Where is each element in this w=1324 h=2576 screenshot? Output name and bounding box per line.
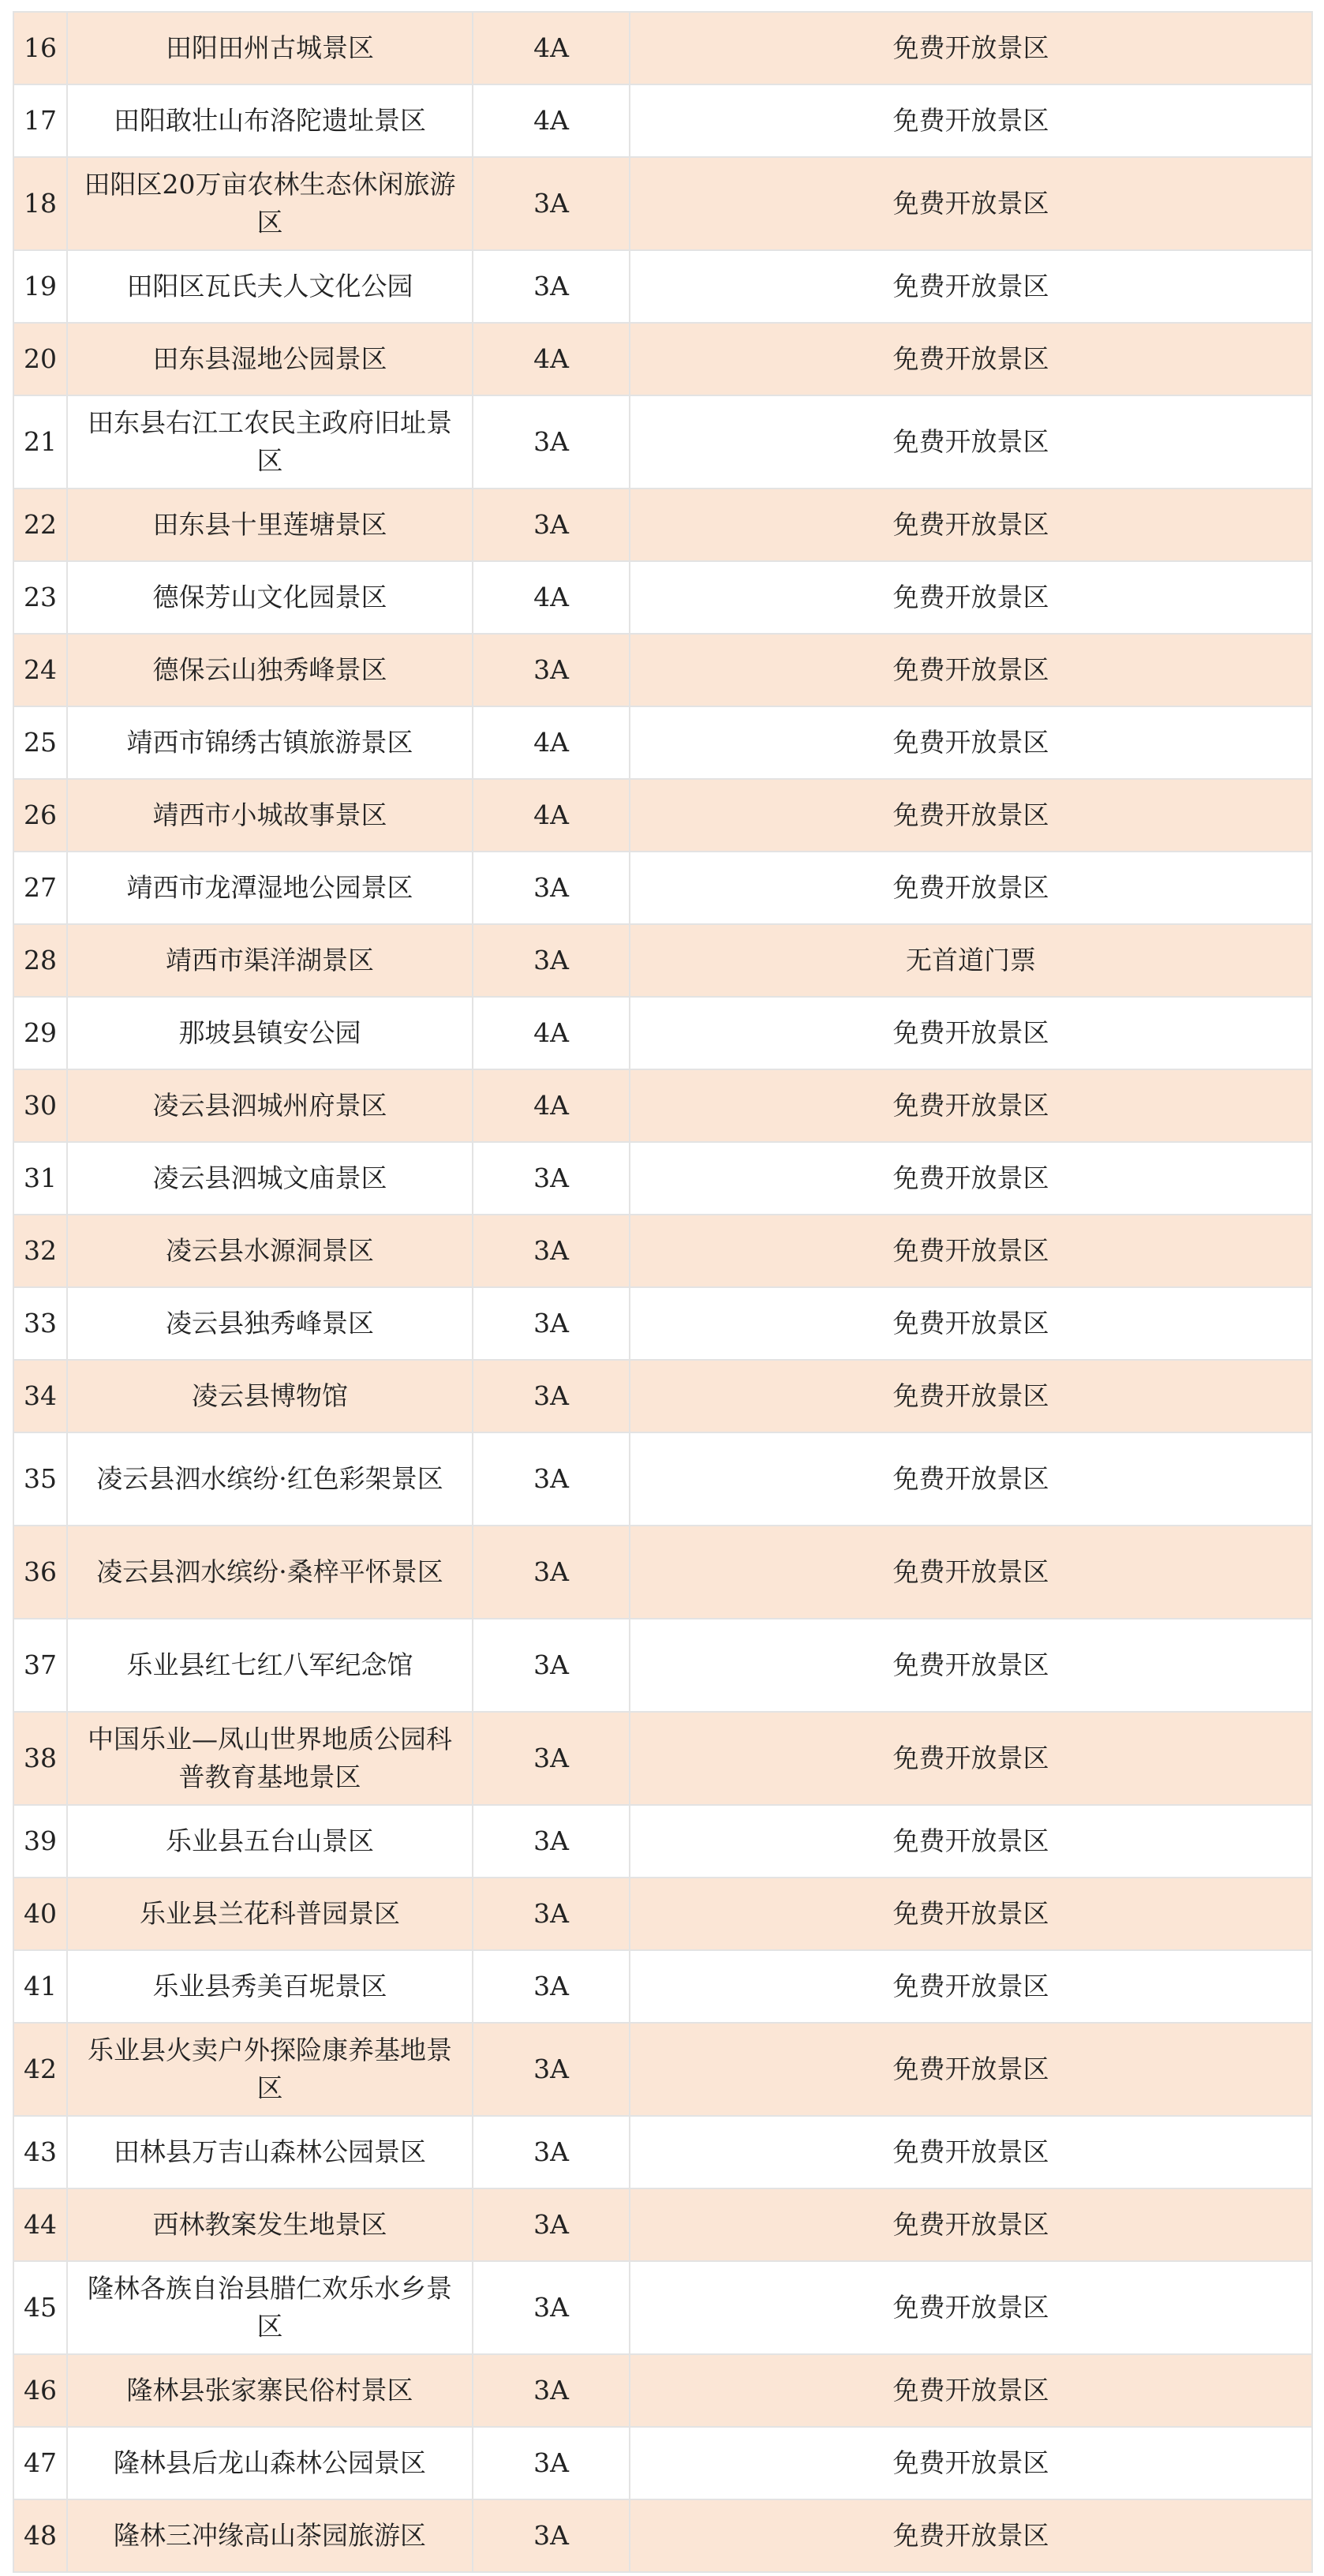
scenic-spot-name: 田东县右江工农民主政府旧址景区 (67, 395, 473, 489)
scenic-level: 3A (473, 2354, 630, 2427)
scenic-spot-name: 乐业县秀美百坭景区 (67, 1950, 473, 2023)
scenic-spot-name: 田阳区瓦氏夫人文化公园 (67, 250, 473, 323)
row-number: 35 (13, 1432, 67, 1526)
scenic-spot-name: 凌云县博物馆 (67, 1360, 473, 1432)
ticket-note: 免费开放景区 (630, 250, 1312, 323)
ticket-note: 免费开放景区 (630, 2354, 1312, 2427)
scenic-spots-table (13, 11, 1313, 2573)
scenic-level: 4A (473, 997, 630, 1069)
scenic-level: 3A (473, 2427, 630, 2499)
scenic-level: 3A (473, 1878, 630, 1950)
row-number: 44 (13, 2188, 67, 2261)
scenic-spot-name: 乐业县兰花科普园景区 (67, 1878, 473, 1950)
ticket-note: 免费开放景区 (630, 2261, 1312, 2354)
table-row (13, 852, 1312, 924)
table-row (13, 1287, 1312, 1360)
scenic-spot-name: 凌云县泗水缤纷·红色彩架景区 (67, 1432, 473, 1526)
row-number: 25 (13, 706, 67, 779)
table-row (13, 1712, 1312, 1805)
scenic-spot-name: 田阳田州古城景区 (67, 12, 473, 84)
ticket-note: 免费开放景区 (630, 157, 1312, 250)
ticket-note: 免费开放景区 (630, 1142, 1312, 1215)
row-number: 23 (13, 561, 67, 634)
ticket-note: 免费开放景区 (630, 84, 1312, 157)
ticket-note: 免费开放景区 (630, 2499, 1312, 2572)
table-row (13, 1215, 1312, 1287)
ticket-note: 免费开放景区 (630, 2427, 1312, 2499)
row-number: 30 (13, 1069, 67, 1142)
row-number: 36 (13, 1526, 67, 1619)
ticket-note: 免费开放景区 (630, 1360, 1312, 1432)
row-number: 48 (13, 2499, 67, 2572)
table-row (13, 2188, 1312, 2261)
scenic-level: 3A (473, 1360, 630, 1432)
table-row (13, 2427, 1312, 2499)
table-row (13, 2499, 1312, 2572)
scenic-spot-name: 中国乐业—凤山世界地质公园科普教育基地景区 (67, 1712, 473, 1805)
scenic-spot-name: 田林县万吉山森林公园景区 (67, 2116, 473, 2188)
row-number: 39 (13, 1805, 67, 1878)
row-number: 18 (13, 157, 67, 250)
scenic-spot-name: 田东县湿地公园景区 (67, 323, 473, 395)
table-row (13, 1878, 1312, 1950)
table-row (13, 395, 1312, 489)
scenic-level: 3A (473, 2023, 630, 2116)
table-row (13, 924, 1312, 997)
scenic-level: 3A (473, 395, 630, 489)
scenic-spot-name: 隆林各族自治县腊仁欢乐水乡景区 (67, 2261, 473, 2354)
table-row (13, 1805, 1312, 1878)
scenic-level: 3A (473, 1432, 630, 1526)
scenic-level: 3A (473, 2116, 630, 2188)
scenic-spot-name: 隆林县张家寨民俗村景区 (67, 2354, 473, 2427)
scenic-spot-name: 隆林三冲缘高山茶园旅游区 (67, 2499, 473, 2572)
scenic-level: 4A (473, 779, 630, 852)
scenic-level: 3A (473, 852, 630, 924)
ticket-note: 免费开放景区 (630, 997, 1312, 1069)
scenic-spot-name: 那坡县镇安公园 (67, 997, 473, 1069)
scenic-level: 3A (473, 489, 630, 561)
scenic-spot-name: 乐业县五台山景区 (67, 1805, 473, 1878)
scenic-level: 4A (473, 84, 630, 157)
table-row (13, 2354, 1312, 2427)
table-row (13, 2023, 1312, 2116)
row-number: 22 (13, 489, 67, 561)
ticket-note: 免费开放景区 (630, 1950, 1312, 2023)
scenic-level: 3A (473, 2261, 630, 2354)
table-row (13, 2261, 1312, 2354)
ticket-note: 免费开放景区 (630, 634, 1312, 706)
ticket-note: 免费开放景区 (630, 1526, 1312, 1619)
row-number: 41 (13, 1950, 67, 2023)
row-number: 34 (13, 1360, 67, 1432)
ticket-note: 免费开放景区 (630, 852, 1312, 924)
row-number: 21 (13, 395, 67, 489)
ticket-note: 免费开放景区 (630, 561, 1312, 634)
table-body (13, 12, 1312, 2572)
scenic-level: 3A (473, 924, 630, 997)
scenic-spot-name: 凌云县泗城州府景区 (67, 1069, 473, 1142)
scenic-spot-name: 靖西市锦绣古镇旅游景区 (67, 706, 473, 779)
ticket-note: 免费开放景区 (630, 1619, 1312, 1712)
ticket-note: 免费开放景区 (630, 489, 1312, 561)
ticket-note: 免费开放景区 (630, 1287, 1312, 1360)
row-number: 43 (13, 2116, 67, 2188)
scenic-level: 3A (473, 1805, 630, 1878)
row-number: 20 (13, 323, 67, 395)
table-row (13, 1360, 1312, 1432)
scenic-level: 3A (473, 250, 630, 323)
table-row (13, 489, 1312, 561)
row-number: 17 (13, 84, 67, 157)
row-number: 24 (13, 634, 67, 706)
scenic-spot-name: 靖西市龙潭湿地公园景区 (67, 852, 473, 924)
table-row (13, 250, 1312, 323)
scenic-level: 3A (473, 1215, 630, 1287)
table-row (13, 561, 1312, 634)
scenic-spot-name: 田阳敢壮山布洛陀遗址景区 (67, 84, 473, 157)
scenic-spot-name: 凌云县泗城文庙景区 (67, 1142, 473, 1215)
row-number: 33 (13, 1287, 67, 1360)
ticket-note: 免费开放景区 (630, 2116, 1312, 2188)
scenic-level: 4A (473, 323, 630, 395)
ticket-note: 免费开放景区 (630, 12, 1312, 84)
ticket-note: 免费开放景区 (630, 2188, 1312, 2261)
table-row (13, 84, 1312, 157)
scenic-spot-name: 西林教案发生地景区 (67, 2188, 473, 2261)
table-row (13, 323, 1312, 395)
scenic-spot-name: 田东县十里莲塘景区 (67, 489, 473, 561)
row-number: 38 (13, 1712, 67, 1805)
table-row (13, 1432, 1312, 1526)
row-number: 45 (13, 2261, 67, 2354)
row-number: 27 (13, 852, 67, 924)
row-number: 16 (13, 12, 67, 84)
row-number: 29 (13, 997, 67, 1069)
row-number: 47 (13, 2427, 67, 2499)
table-row (13, 634, 1312, 706)
ticket-note: 免费开放景区 (630, 1069, 1312, 1142)
ticket-note: 免费开放景区 (630, 1432, 1312, 1526)
scenic-spot-name: 凌云县独秀峰景区 (67, 1287, 473, 1360)
scenic-level: 3A (473, 634, 630, 706)
row-number: 42 (13, 2023, 67, 2116)
row-number: 32 (13, 1215, 67, 1287)
ticket-note: 免费开放景区 (630, 1805, 1312, 1878)
scenic-level: 3A (473, 1950, 630, 2023)
table-row (13, 706, 1312, 779)
table-row (13, 1950, 1312, 2023)
scenic-level: 3A (473, 2499, 630, 2572)
scenic-level: 4A (473, 706, 630, 779)
scenic-spot-name: 隆林县后龙山森林公园景区 (67, 2427, 473, 2499)
scenic-level: 4A (473, 12, 630, 84)
row-number: 31 (13, 1142, 67, 1215)
ticket-note: 无首道门票 (630, 924, 1312, 997)
ticket-note: 免费开放景区 (630, 395, 1312, 489)
scenic-level: 3A (473, 1619, 630, 1712)
ticket-note: 免费开放景区 (630, 2023, 1312, 2116)
scenic-level: 3A (473, 1287, 630, 1360)
ticket-note: 免费开放景区 (630, 323, 1312, 395)
scenic-level: 4A (473, 1069, 630, 1142)
scenic-spot-name: 靖西市渠洋湖景区 (67, 924, 473, 997)
table-row (13, 1069, 1312, 1142)
scenic-spot-name: 凌云县泗水缤纷·桑梓平怀景区 (67, 1526, 473, 1619)
scenic-spot-name: 田阳区20万亩农林生态休闲旅游区 (67, 157, 473, 250)
scenic-level: 4A (473, 561, 630, 634)
scenic-level: 3A (473, 1712, 630, 1805)
ticket-note: 免费开放景区 (630, 706, 1312, 779)
table-row (13, 1526, 1312, 1619)
scenic-level: 3A (473, 2188, 630, 2261)
table-row (13, 2116, 1312, 2188)
scenic-spot-name: 凌云县水源洞景区 (67, 1215, 473, 1287)
row-number: 37 (13, 1619, 67, 1712)
scenic-spot-name: 德保芳山文化园景区 (67, 561, 473, 634)
table-row (13, 157, 1312, 250)
table-row (13, 1619, 1312, 1712)
row-number: 28 (13, 924, 67, 997)
scenic-spot-name: 德保云山独秀峰景区 (67, 634, 473, 706)
table-row (13, 1142, 1312, 1215)
row-number: 26 (13, 779, 67, 852)
ticket-note: 免费开放景区 (630, 1215, 1312, 1287)
ticket-note: 免费开放景区 (630, 1878, 1312, 1950)
ticket-note: 免费开放景区 (630, 779, 1312, 852)
scenic-level: 3A (473, 157, 630, 250)
table-row (13, 12, 1312, 84)
scenic-spot-name: 乐业县红七红八军纪念馆 (67, 1619, 473, 1712)
scenic-spot-name: 靖西市小城故事景区 (67, 779, 473, 852)
table-row (13, 779, 1312, 852)
ticket-note: 免费开放景区 (630, 1712, 1312, 1805)
scenic-level: 3A (473, 1526, 630, 1619)
row-number: 19 (13, 250, 67, 323)
table-row (13, 997, 1312, 1069)
row-number: 46 (13, 2354, 67, 2427)
scenic-level: 3A (473, 1142, 630, 1215)
scenic-spot-name: 乐业县火卖户外探险康养基地景区 (67, 2023, 473, 2116)
row-number: 40 (13, 1878, 67, 1950)
